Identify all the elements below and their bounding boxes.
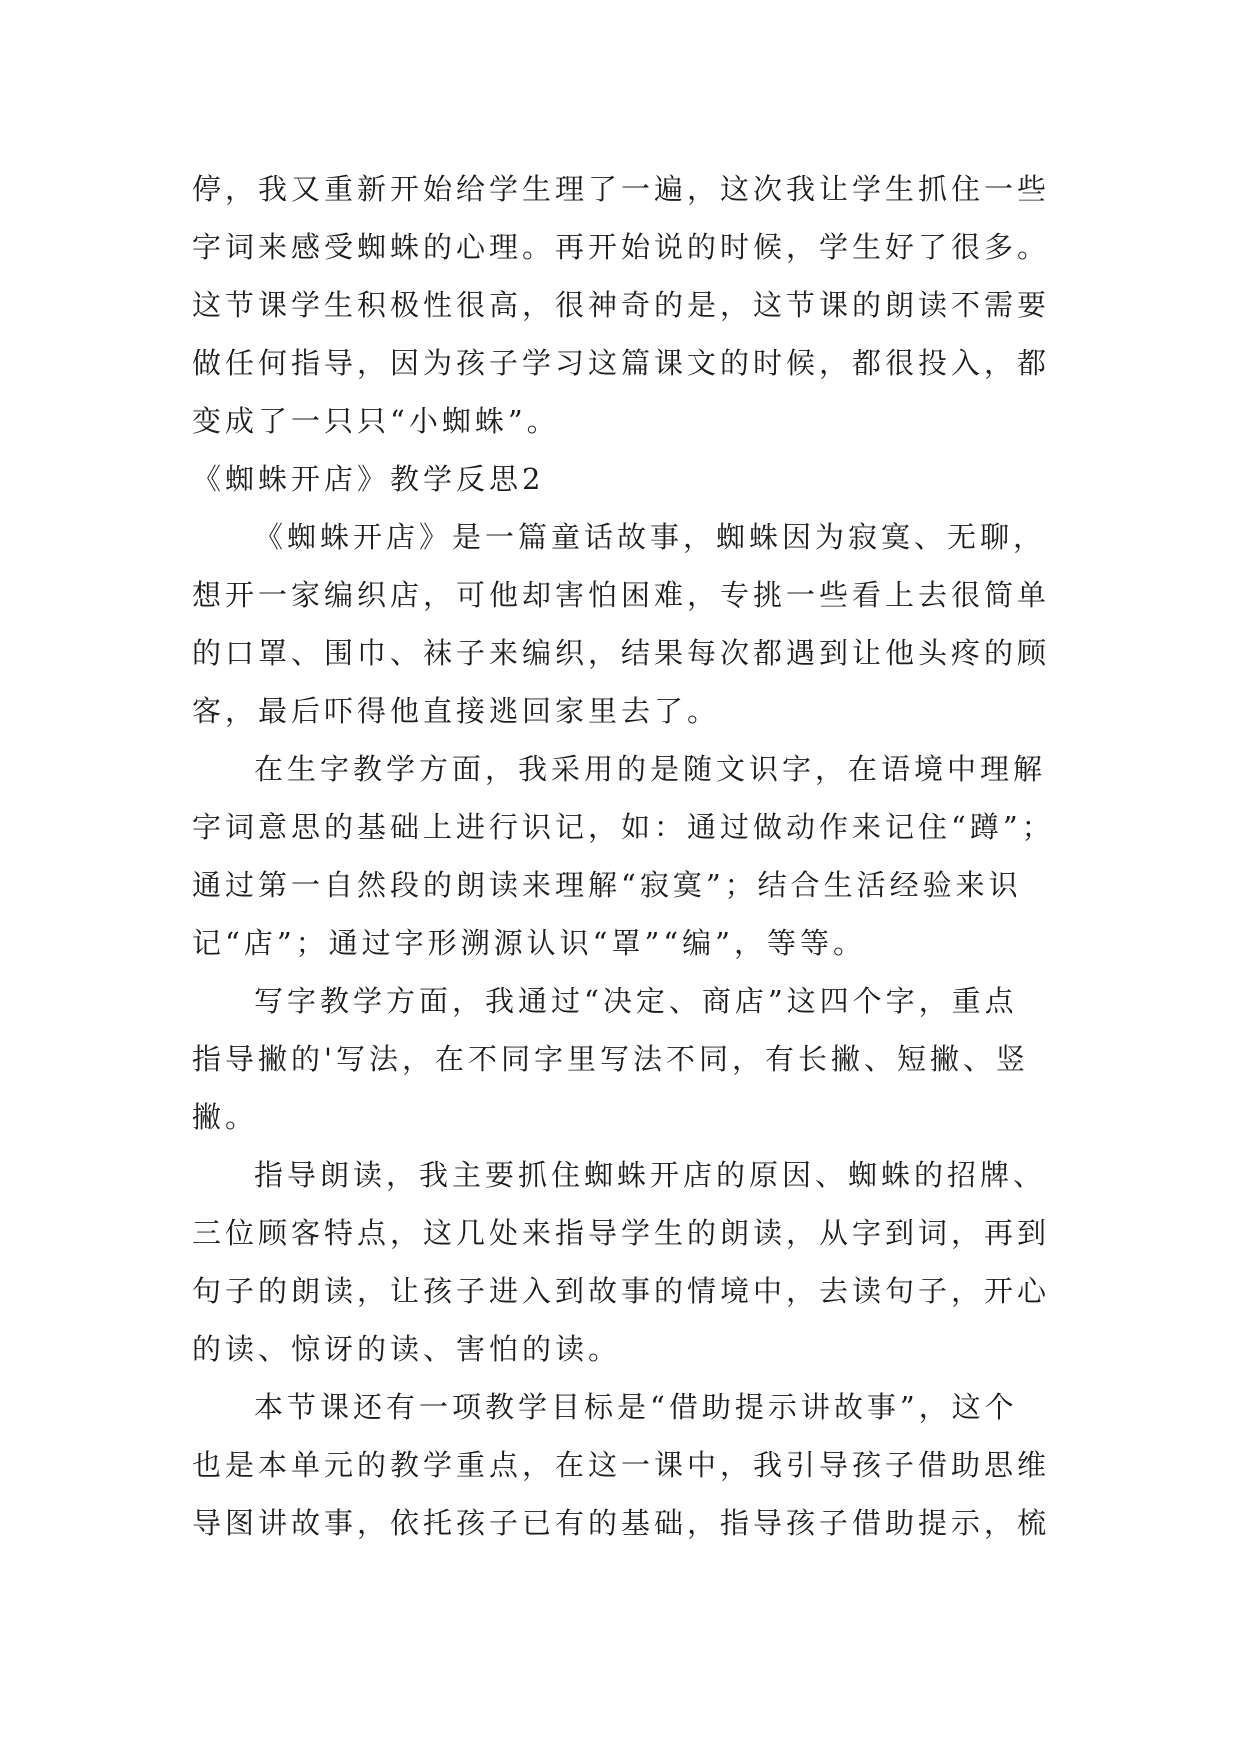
text-line: 这节课学生积极性很高，很神奇的是，这节课的朗读不需要 [192, 288, 1051, 322]
paragraph-first-line: 本节课还有一项教学目标是“借助提示讲故事”，这个 [254, 1390, 1018, 1424]
paragraph-first-line: 《蜘蛛开店》是一篇童话故事，蜘蛛因为寂寞、无聊， [254, 520, 1047, 554]
text-line: 变成了一只只“小蜘蛛”。 [192, 404, 560, 438]
document-body [192, 160, 1072, 1552]
text-line: 通过第一自然段的朗读来理解“寂寞”；结合生活经验来识 [192, 868, 1022, 902]
paragraph-first-line: 指导朗读，我主要抓住蜘蛛开店的原因、蜘蛛的招牌、 [254, 1158, 1047, 1192]
text-line: 三位顾客特点，这几处来指导学生的朗读，从字到词，再到 [192, 1216, 1051, 1250]
text-line: 撇。 [192, 1100, 259, 1134]
text-line: 句子的朗读，让孩子进入到故事的情境中，去读句子，开心 [192, 1274, 1051, 1308]
paragraph-first-line: 在生字教学方面，我采用的是随文识字，在语境中理解 [254, 752, 1047, 786]
text-line: 导图讲故事，依托孩子已有的基础，指导孩子借助提示，梳 [192, 1506, 1051, 1540]
text-line: 的读、惊讶的读、害怕的读。 [192, 1332, 622, 1366]
text-line: 停，我又重新开始给学生理了一遍，这次我让学生抓住一些 [192, 172, 1051, 206]
paragraph-first-line: 写字教学方面，我通过“决定、商店”这四个字，重点 [254, 984, 1018, 1018]
text-line: 记“店”；通过字形溯源认识“罩”“编”，等等。 [192, 926, 866, 960]
text-line: 想开一家编织店，可他却害怕困难，专挑一些看上去很简单 [192, 578, 1051, 612]
text-line: 的口罩、围巾、袜子来编织，结果每次都遇到让他头疼的顾 [192, 636, 1051, 670]
text-line: 字词意思的基础上进行识记，如：通过做动作来记住“蹲”； [192, 810, 1055, 844]
text-line: 客，最后吓得他直接逃回家里去了。 [192, 694, 721, 728]
text-line: 做任何指导，因为孩子学习这篇课文的时候，都很投入，都 [192, 346, 1051, 380]
section-heading: 《蜘蛛开店》教学反思2 [192, 462, 545, 496]
text-line: 字词来感受蜘蛛的心理。再开始说的时候，学生好了很多。 [192, 230, 1051, 264]
text-line: 也是本单元的教学重点，在这一课中，我引导孩子借助思维 [192, 1448, 1051, 1482]
text-line: 指导撇的'写法，在不同字里写法不同，有长撇、短撇、竖 [192, 1042, 1029, 1076]
